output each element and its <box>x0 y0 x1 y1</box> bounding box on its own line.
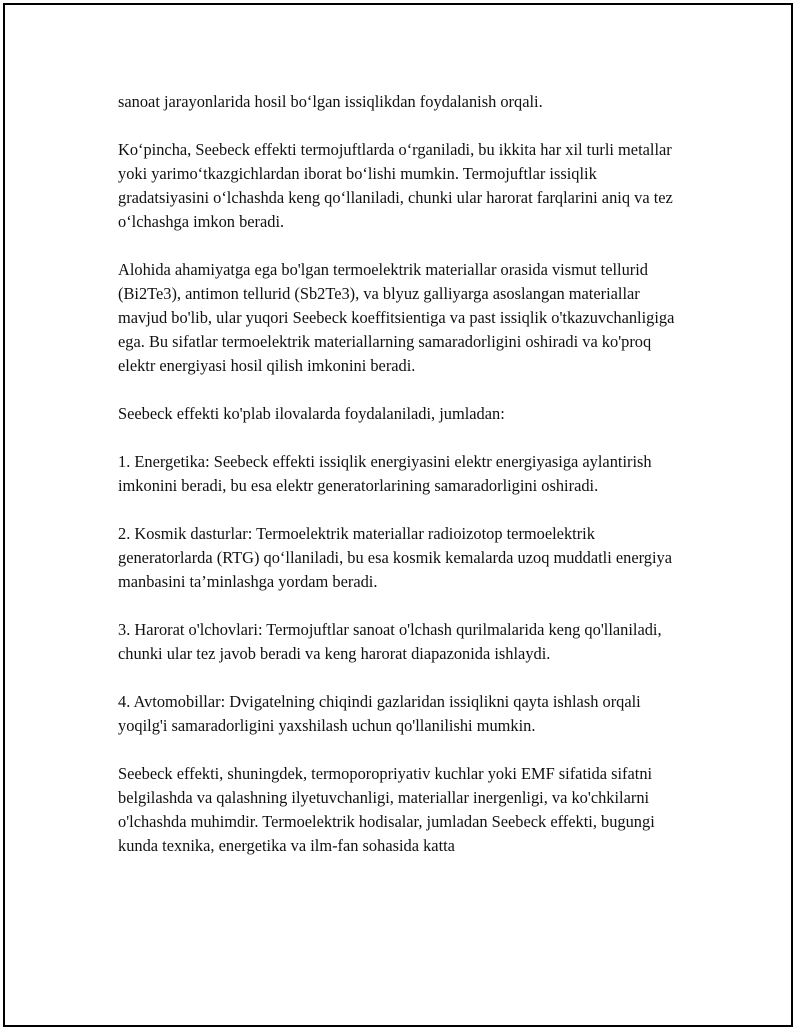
paragraph-applications-intro: Seebeck effekti ko'plab ilovalarda foydalaniladi, jumladan: <box>118 404 505 423</box>
paragraph-thermocouples: Ko‘pincha, Seebeck effekti termojuftlarda o‘rganiladi, bu ikkita har xil turli metallar yoki yarimo‘tkazgichlardan iborat bo‘lishi mumkin. Termojuftlar issiqlik gradatsiyasini o‘lchashda keng qo‘llaniladi, chunki ular harorat farqlarini aniq va tez o‘lchashga imkon beradi. <box>118 140 673 231</box>
list-item-space-programs: 2. Kosmik dasturlar: Termoelektrik materiallar radioizotop termoelektrik generatorlarda (RTG) qo‘llaniladi, bu esa kosmik kemalarda uzoq muddatli energiya manbasini ta’minlashga yordam beradi. <box>118 524 672 591</box>
paragraph-materials: Alohida ahamiyatga ega bo'lgan termoelektrik materiallar orasida vismut tellurid (Bi2Te3), antimon tellurid (Sb2Te3), va blyuz galliyarga asoslangan materiallar mavjud bo'lib, ular yuqori Seebeck koeffitsientiga va past issiqlik o'tkazuvchanligiga ega. Bu sifatlar termoelektrik materiallarning samaradorligini oshiradi va ko'proq elektr energiyasi hosil qilish imkonini beradi. <box>118 260 675 375</box>
paragraph-continuation: sanoat jarayonlarida hosil bo‘lgan issiqlikdan foydalanish orqali. <box>118 92 543 111</box>
list-item-energetics: 1. Energetika: Seebeck effekti issiqlik energiyasini elektr energiyasiga aylantirish imkonini beradi, bu esa elektr generatorlarining samaradorligini oshiradi. <box>118 452 652 495</box>
list-item-temperature-measurement: 3. Harorat o'lchovlari: Termojuftlar sanoat o'lchash qurilmalarida keng qo'llaniladi, chunki ular tez javob beradi va keng harorat diapazonida ishlaydi. <box>118 620 662 663</box>
list-item-automobiles: 4. Avtomobillar: Dvigatelning chiqindi gazlaridan issiqlikni qayta ishlash orqali yoqilg'i samaradorligini yaxshilash uchun qo'llanilishi mumkin. <box>118 692 641 735</box>
paragraph-closing: Seebeck effekti, shuningdek, termoporopriyativ kuchlar yoki EMF sifatida sifatni belgilashda va qalashning ilyetuvchanligi, materiallar inergenligi, va ko'chkilarni o'lchashda muhimdir. Termoelektrik hodisalar, jumladan Seebeck effekti, bugungi kunda texnika, energetika va ilm-fan sohasida katta <box>118 764 655 855</box>
document-body <box>118 90 688 882</box>
